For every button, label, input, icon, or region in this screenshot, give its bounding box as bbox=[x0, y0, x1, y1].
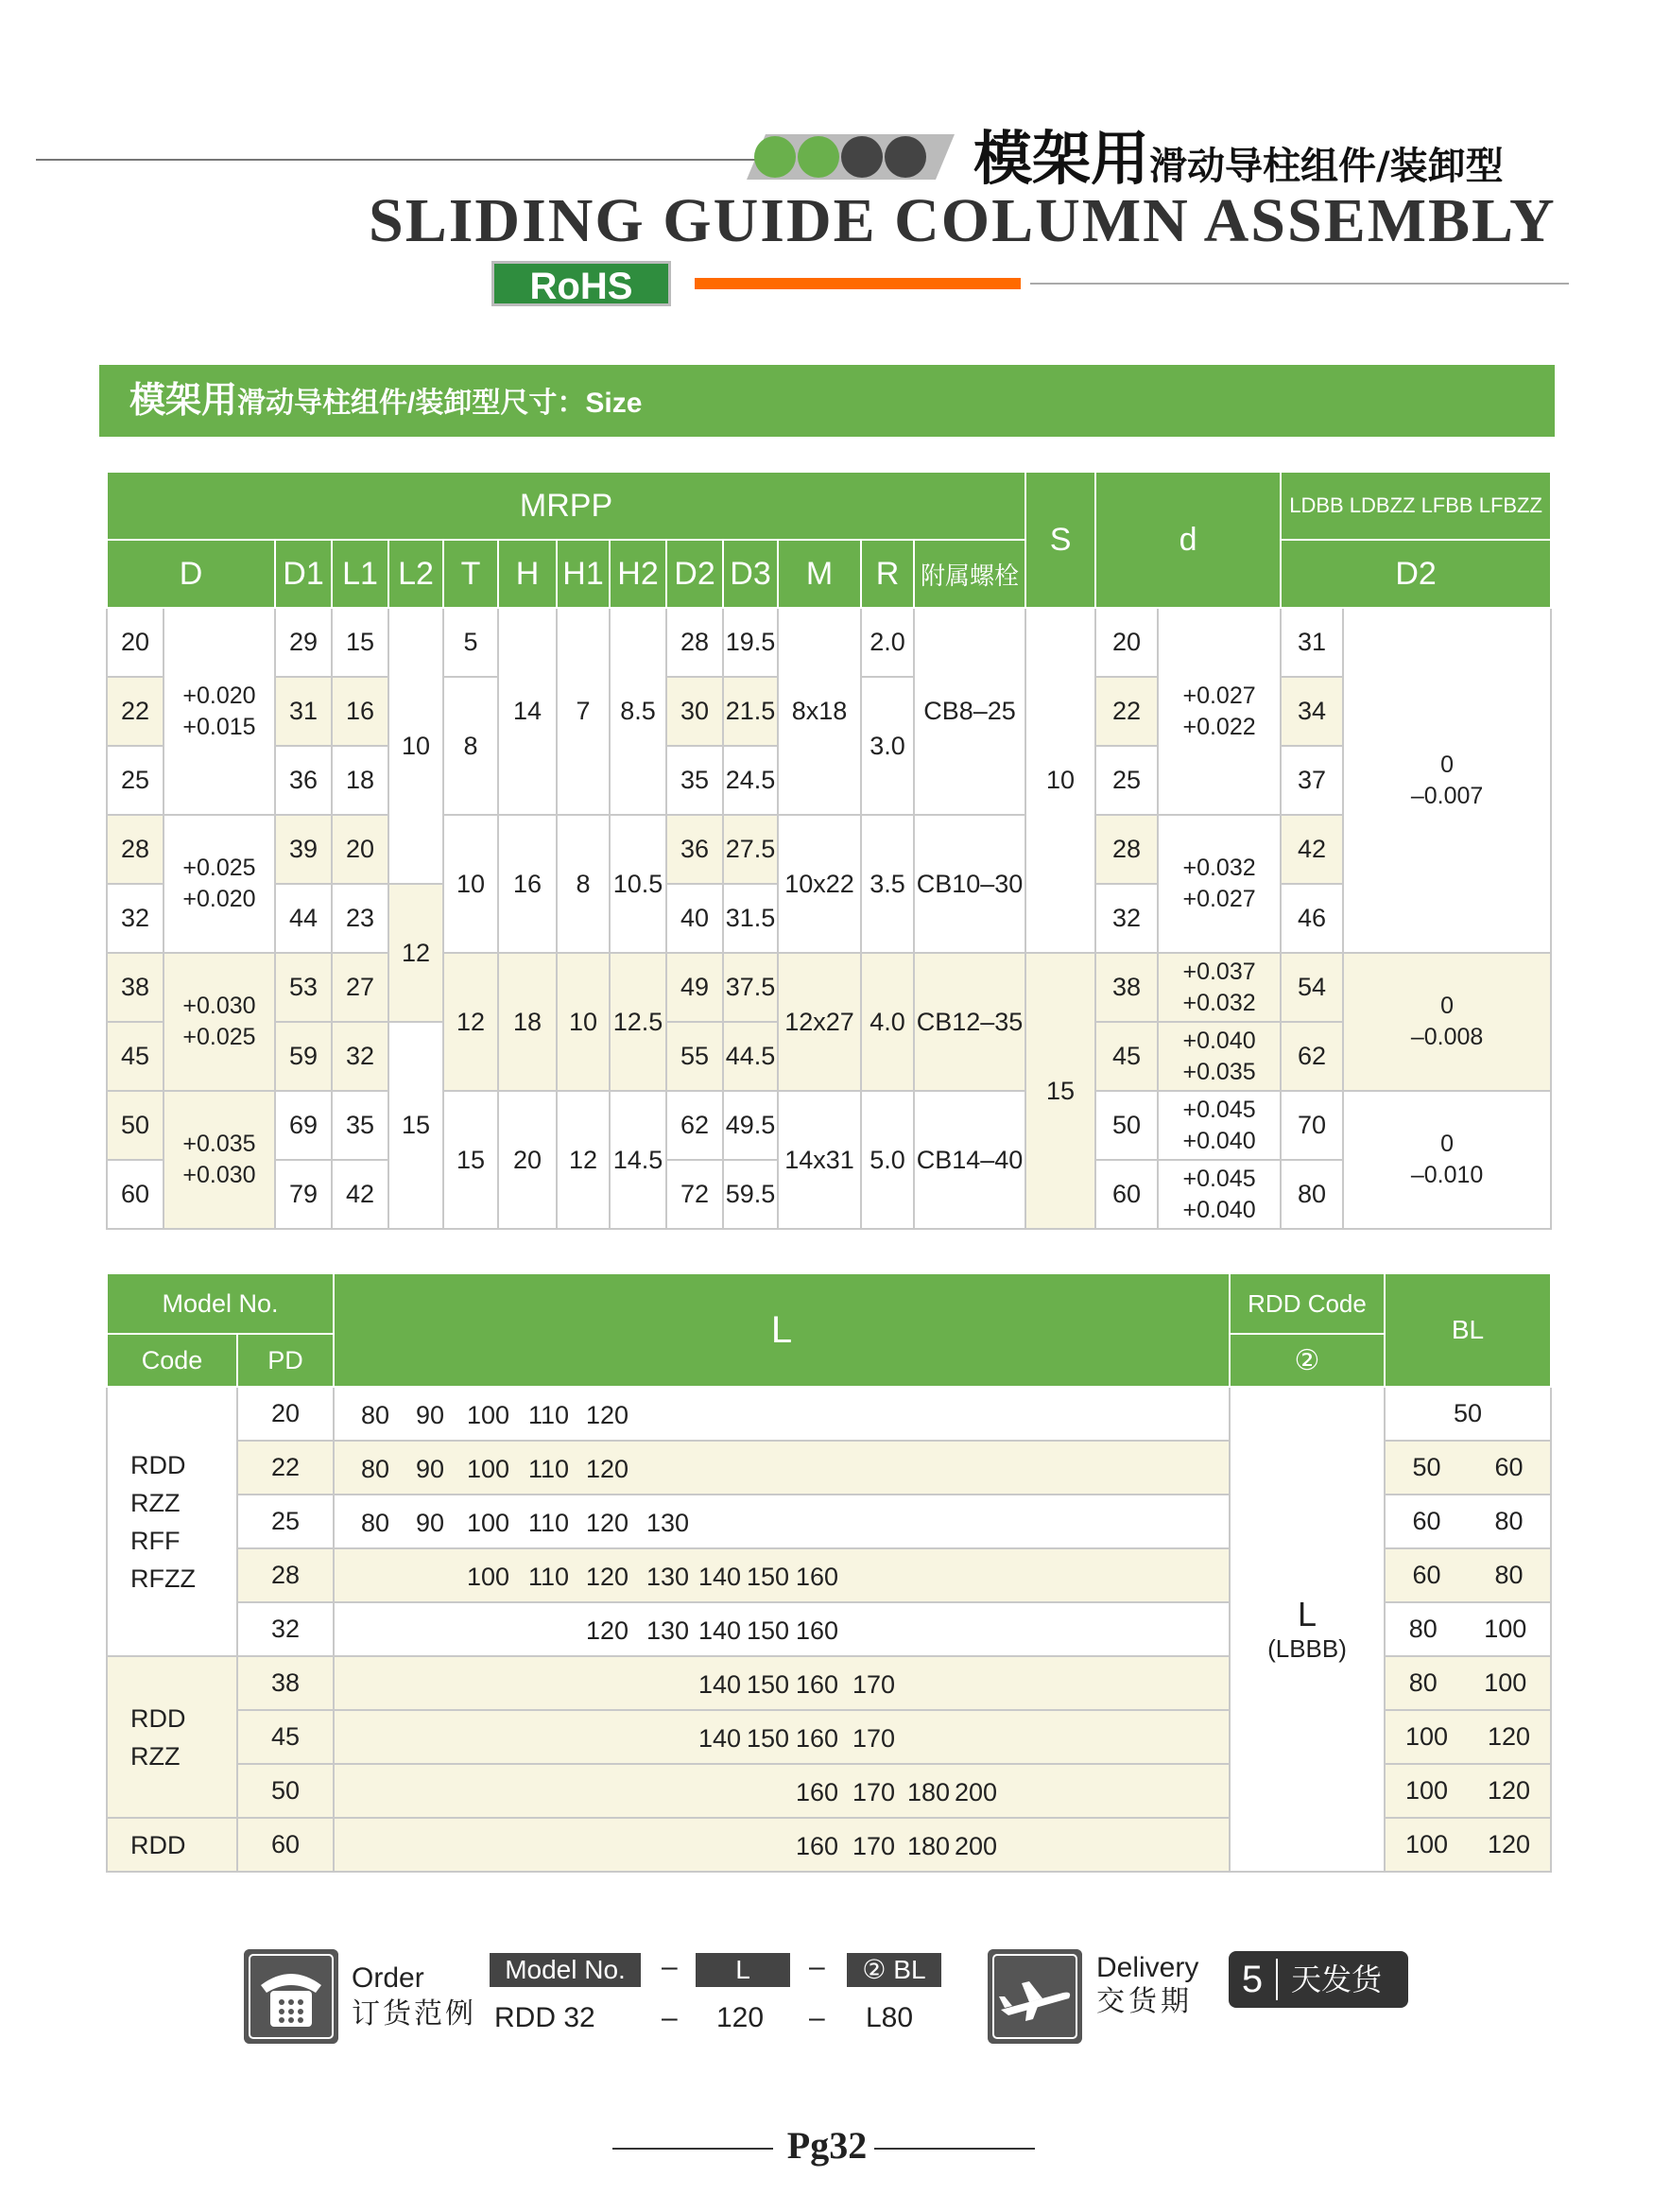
header-r: R bbox=[861, 540, 914, 608]
cell: 40 bbox=[666, 884, 723, 953]
cell: 3.0 bbox=[861, 677, 914, 815]
header-h2: H2 bbox=[610, 540, 666, 608]
bl-cell bbox=[1385, 1548, 1551, 1602]
l-values-cell bbox=[334, 1710, 1230, 1764]
l-value: 140 bbox=[698, 1563, 742, 1591]
bl-value: 120 bbox=[1487, 1830, 1531, 1858]
cell: 59.5 bbox=[723, 1160, 778, 1229]
cell: +0.045 +0.040 bbox=[1158, 1160, 1281, 1229]
l-value: 100 bbox=[467, 1401, 510, 1429]
l-value: 80 bbox=[361, 1509, 390, 1537]
cell: 27 bbox=[332, 953, 388, 1022]
cell: 72 bbox=[666, 1160, 723, 1229]
l-value: 200 bbox=[955, 1778, 998, 1806]
l-value: 130 bbox=[646, 1616, 690, 1645]
cell: 36 bbox=[666, 815, 723, 884]
cell: 49.5 bbox=[723, 1091, 778, 1160]
cell: 10 bbox=[1025, 608, 1095, 953]
l-values-cell bbox=[334, 1387, 1230, 1441]
cell: 62 bbox=[666, 1091, 723, 1160]
bl-cell bbox=[1385, 1602, 1551, 1656]
pd-cell: 38 bbox=[237, 1656, 334, 1710]
cell: 60 bbox=[107, 1160, 164, 1229]
l-value: 120 bbox=[586, 1401, 629, 1429]
header-l2: L2 bbox=[388, 540, 443, 608]
code-label: RZZ bbox=[130, 1488, 181, 1517]
cell: 20 bbox=[1095, 608, 1158, 677]
cell: 7 bbox=[557, 608, 610, 815]
header-BL: BL bbox=[1385, 1273, 1551, 1387]
l-value: 150 bbox=[747, 1563, 790, 1591]
days-number: 5 bbox=[1229, 1959, 1278, 2000]
l-value: 100 bbox=[467, 1563, 510, 1591]
l-value: 180 bbox=[907, 1778, 951, 1806]
l-value: 170 bbox=[852, 1778, 896, 1806]
code-cell bbox=[107, 1656, 237, 1818]
grey-rule bbox=[1030, 283, 1569, 285]
l-value: 80 bbox=[361, 1401, 390, 1429]
l-value: 80 bbox=[361, 1455, 390, 1483]
cell: 29 bbox=[275, 608, 332, 677]
bl-cell bbox=[1385, 1710, 1551, 1764]
cell: 24.5 bbox=[723, 746, 778, 815]
cell: 12 bbox=[388, 884, 443, 1022]
header-code: Code bbox=[107, 1334, 237, 1387]
bl-value: 80 bbox=[1408, 1615, 1438, 1643]
cell: 8 bbox=[557, 815, 610, 953]
pd-cell: 22 bbox=[237, 1441, 334, 1495]
dash: – bbox=[809, 1951, 825, 1982]
cell: 25 bbox=[1095, 746, 1158, 815]
header-mrpp: MRPP bbox=[107, 472, 1025, 540]
cell: 62 bbox=[1281, 1022, 1343, 1091]
pd-cell: 50 bbox=[237, 1764, 334, 1818]
cell: 10 bbox=[388, 608, 443, 884]
phone-icon bbox=[244, 1949, 338, 2044]
bl-value: 100 bbox=[1484, 1615, 1527, 1643]
cell: 32 bbox=[1095, 884, 1158, 953]
example-bl: L80 bbox=[866, 2002, 914, 2033]
cell: +0.030 +0.025 bbox=[164, 953, 275, 1091]
cell: 53 bbox=[275, 953, 332, 1022]
pd-cell: 32 bbox=[237, 1602, 334, 1656]
cell: 5 bbox=[443, 608, 498, 677]
l-values-cell bbox=[334, 1602, 1230, 1656]
bl-cell bbox=[1385, 1495, 1551, 1548]
header-bolt: 附属螺栓 bbox=[914, 540, 1025, 608]
cell: 14x31 bbox=[778, 1091, 861, 1229]
header-dots-icon bbox=[737, 130, 955, 180]
header-rule bbox=[36, 159, 792, 161]
l-value: 130 bbox=[646, 1509, 690, 1537]
header-model-no: Model No. bbox=[107, 1273, 334, 1334]
code-label: RFF bbox=[130, 1526, 181, 1555]
cell: 0 –0.007 bbox=[1343, 608, 1551, 953]
example-model: RDD 32 bbox=[494, 2002, 595, 2033]
cell: 18 bbox=[332, 746, 388, 815]
cell: 31.5 bbox=[723, 884, 778, 953]
code-label: RFZZ bbox=[130, 1564, 196, 1593]
l-value: 150 bbox=[747, 1616, 790, 1645]
header-d3: D3 bbox=[723, 540, 778, 608]
code-label: RDD bbox=[130, 1703, 186, 1733]
rdd-code-sub: (LBBB) bbox=[1267, 1634, 1347, 1663]
code-cell bbox=[107, 1387, 237, 1656]
delivery-days-badge bbox=[1229, 1951, 1408, 2008]
l-value: 160 bbox=[796, 1778, 839, 1806]
cell: CB10–30 bbox=[914, 815, 1025, 953]
rohs-badge: RoHS bbox=[491, 261, 671, 306]
cell: 60 bbox=[1095, 1160, 1158, 1229]
bl-value: 80 bbox=[1494, 1507, 1524, 1535]
l-value: 200 bbox=[955, 1832, 998, 1860]
cell: 2.0 bbox=[861, 608, 914, 677]
cell: 44 bbox=[275, 884, 332, 953]
cell: 10.5 bbox=[610, 815, 666, 953]
cell: 20 bbox=[107, 608, 164, 677]
header-ldbb: LDBB LDBZZ LFBB LFBZZ bbox=[1281, 472, 1551, 540]
l-value: 110 bbox=[528, 1401, 570, 1429]
header-rdd-code: RDD Code bbox=[1230, 1273, 1385, 1334]
cell: 23 bbox=[332, 884, 388, 953]
cell: 14.5 bbox=[610, 1091, 666, 1229]
dash: – bbox=[662, 2002, 678, 2033]
l-value: 90 bbox=[416, 1455, 445, 1483]
cell: 12x27 bbox=[778, 953, 861, 1091]
header-d-small: d bbox=[1095, 472, 1281, 608]
title-en: SLIDING GUIDE COLUMN ASSEMBLY bbox=[369, 186, 1557, 255]
cell: 8 bbox=[443, 677, 498, 815]
cell: 4.0 bbox=[861, 953, 914, 1091]
l-value: 140 bbox=[698, 1670, 742, 1699]
l-value: 180 bbox=[907, 1832, 951, 1860]
header-t: T bbox=[443, 540, 498, 608]
l-value: 120 bbox=[586, 1616, 629, 1645]
header-circle2: ② bbox=[1230, 1334, 1385, 1387]
dash: – bbox=[809, 2002, 825, 2033]
l-values-cell bbox=[334, 1548, 1230, 1602]
cell: 15 bbox=[443, 1091, 498, 1229]
cell: 39 bbox=[275, 815, 332, 884]
cell: 20 bbox=[332, 815, 388, 884]
cell: 59 bbox=[275, 1022, 332, 1091]
cell: +0.032 +0.027 bbox=[1158, 815, 1281, 953]
cell: 50 bbox=[107, 1091, 164, 1160]
l-value: 110 bbox=[528, 1509, 570, 1537]
cell: 79 bbox=[275, 1160, 332, 1229]
cell: 69 bbox=[275, 1091, 332, 1160]
l-values-cell bbox=[334, 1441, 1230, 1495]
cell: 0 –0.010 bbox=[1343, 1091, 1551, 1229]
cell: 22 bbox=[1095, 677, 1158, 746]
cell: 31 bbox=[275, 677, 332, 746]
code-label: RZZ bbox=[130, 1741, 181, 1771]
cell: 70 bbox=[1281, 1091, 1343, 1160]
cell: 3.5 bbox=[861, 815, 914, 953]
pd-cell: 28 bbox=[237, 1548, 334, 1602]
l-value: 170 bbox=[852, 1724, 896, 1753]
bl-value: 100 bbox=[1404, 1722, 1449, 1751]
cell: +0.020 +0.015 bbox=[164, 608, 275, 815]
cell: 35 bbox=[666, 746, 723, 815]
l-values-cell bbox=[334, 1495, 1230, 1548]
l-value: 160 bbox=[796, 1724, 839, 1753]
cell: +0.027 +0.022 bbox=[1158, 608, 1281, 815]
dash: – bbox=[662, 1951, 678, 1982]
l-value: 120 bbox=[586, 1455, 629, 1483]
delivery-label: Delivery 交货期 bbox=[1096, 1952, 1199, 2017]
l-values-cell bbox=[334, 1764, 1230, 1818]
header-d2b: D2 bbox=[1281, 540, 1551, 608]
cell: 50 bbox=[1095, 1091, 1158, 1160]
header-s: S bbox=[1025, 472, 1095, 608]
cell: 15 bbox=[388, 1022, 443, 1229]
page-rule-right bbox=[874, 2148, 1035, 2150]
l-value: 140 bbox=[698, 1616, 742, 1645]
cell: +0.045 +0.040 bbox=[1158, 1091, 1281, 1160]
cell: +0.035 +0.030 bbox=[164, 1091, 275, 1229]
cell: 34 bbox=[1281, 677, 1343, 746]
header-L: L bbox=[334, 1273, 1230, 1387]
cell: 10 bbox=[443, 815, 498, 953]
rdd-code-value: L bbox=[1297, 1595, 1317, 1633]
bl-value: 60 bbox=[1412, 1561, 1441, 1589]
bl-value: 100 bbox=[1484, 1668, 1527, 1697]
l-value: 90 bbox=[416, 1509, 445, 1537]
code-cell bbox=[107, 1818, 237, 1872]
cell: +0.037 +0.032 bbox=[1158, 953, 1281, 1022]
cell: +0.040 +0.035 bbox=[1158, 1022, 1281, 1091]
l-value: 120 bbox=[586, 1563, 629, 1591]
header-h1: H1 bbox=[557, 540, 610, 608]
bl-value: 120 bbox=[1487, 1722, 1531, 1751]
cell: 16 bbox=[498, 815, 557, 953]
code-label: RDD bbox=[130, 1450, 186, 1479]
bl-value: 60 bbox=[1494, 1453, 1524, 1481]
cell: 12.5 bbox=[610, 953, 666, 1091]
l-value: 120 bbox=[586, 1509, 629, 1537]
cell: 35 bbox=[332, 1091, 388, 1160]
bl-cell bbox=[1385, 1656, 1551, 1710]
l-values-cell bbox=[334, 1656, 1230, 1710]
header-pd: PD bbox=[237, 1334, 334, 1387]
cell: 42 bbox=[1281, 815, 1343, 884]
cell: 37.5 bbox=[723, 953, 778, 1022]
cell: 21.5 bbox=[723, 677, 778, 746]
cell: 42 bbox=[332, 1160, 388, 1229]
cell: 22 bbox=[107, 677, 164, 746]
bl-value: 50 bbox=[1412, 1453, 1441, 1481]
cell: 49 bbox=[666, 953, 723, 1022]
header-m: M bbox=[778, 540, 861, 608]
l-values-cell bbox=[334, 1818, 1230, 1872]
cell: 10 bbox=[557, 953, 610, 1091]
L-pill: L bbox=[696, 1953, 790, 1987]
l-value: 150 bbox=[747, 1670, 790, 1699]
cell: 54 bbox=[1281, 953, 1343, 1022]
l-value: 140 bbox=[698, 1724, 742, 1753]
days-text: 天发货 bbox=[1291, 1962, 1383, 1996]
page-number: Pg32 bbox=[786, 2124, 868, 2167]
cell: CB8–25 bbox=[914, 608, 1025, 815]
cell: 15 bbox=[1025, 953, 1095, 1229]
cell: 38 bbox=[1095, 953, 1158, 1022]
cell: CB14–40 bbox=[914, 1091, 1025, 1229]
l-value: 110 bbox=[528, 1455, 570, 1483]
cell: 8.5 bbox=[610, 608, 666, 815]
l-value: 130 bbox=[646, 1563, 690, 1591]
l-value: 90 bbox=[416, 1401, 445, 1429]
cell: 18 bbox=[498, 953, 557, 1091]
cell: 28 bbox=[666, 608, 723, 677]
cell: 30 bbox=[666, 677, 723, 746]
title-cn: 模架用滑动导柱组件/装卸型 bbox=[973, 124, 1504, 193]
bl-value: 80 bbox=[1494, 1561, 1524, 1589]
cell: 5.0 bbox=[861, 1091, 914, 1229]
cell: 10x22 bbox=[778, 815, 861, 953]
l-value: 170 bbox=[852, 1670, 896, 1699]
cell: 36 bbox=[275, 746, 332, 815]
pd-cell: 25 bbox=[237, 1495, 334, 1548]
cell: 32 bbox=[332, 1022, 388, 1091]
cell: 15 bbox=[332, 608, 388, 677]
pd-cell: 45 bbox=[237, 1710, 334, 1764]
bl-cell bbox=[1385, 1764, 1551, 1818]
cell: 55 bbox=[666, 1022, 723, 1091]
cell: 32 bbox=[107, 884, 164, 953]
section-banner: 模架用滑动导柱组件/装卸型尺寸：Size bbox=[99, 365, 1555, 437]
bl-value: 50 bbox=[1453, 1399, 1483, 1427]
bl-value: 60 bbox=[1412, 1507, 1441, 1535]
bl-cell bbox=[1385, 1818, 1551, 1872]
cell: 46 bbox=[1281, 884, 1343, 953]
header-d: D bbox=[107, 540, 275, 608]
l-value: 150 bbox=[747, 1724, 790, 1753]
cell: 8x18 bbox=[778, 608, 861, 815]
pd-cell: 60 bbox=[237, 1818, 334, 1872]
model-no-pill: Model No. bbox=[490, 1953, 641, 1987]
cell: 20 bbox=[498, 1091, 557, 1229]
cell: 16 bbox=[332, 677, 388, 746]
bl-value: 120 bbox=[1487, 1776, 1531, 1805]
header-d2: D2 bbox=[666, 540, 723, 608]
cell: 31 bbox=[1281, 608, 1343, 677]
cell: 19.5 bbox=[723, 608, 778, 677]
cell: 25 bbox=[107, 746, 164, 815]
cell: 44.5 bbox=[723, 1022, 778, 1091]
cell: 38 bbox=[107, 953, 164, 1022]
l-value: 110 bbox=[528, 1563, 570, 1591]
bl-value: 100 bbox=[1404, 1830, 1449, 1858]
cell: CB12–35 bbox=[914, 953, 1025, 1091]
cell: 14 bbox=[498, 608, 557, 815]
rdd-code-cell bbox=[1230, 1387, 1385, 1872]
cell: 28 bbox=[107, 815, 164, 884]
header-h: H bbox=[498, 540, 557, 608]
l-value: 160 bbox=[796, 1832, 839, 1860]
example-L: 120 bbox=[716, 2002, 765, 2033]
l-value: 100 bbox=[467, 1455, 510, 1483]
order-label: Order 订货范例 bbox=[352, 1962, 476, 2030]
l-value: 160 bbox=[796, 1670, 839, 1699]
code-label: RDD bbox=[130, 1830, 186, 1859]
orange-accent-bar bbox=[695, 278, 1021, 289]
airplane-icon bbox=[988, 1949, 1082, 2044]
bl-cell bbox=[1385, 1441, 1551, 1495]
model-table bbox=[106, 1272, 1552, 1873]
cell: 80 bbox=[1281, 1160, 1343, 1229]
cell: 28 bbox=[1095, 815, 1158, 884]
cell: 0 –0.008 bbox=[1343, 953, 1551, 1091]
bl-value: 80 bbox=[1408, 1668, 1438, 1697]
cell: +0.025 +0.020 bbox=[164, 815, 275, 953]
cell: 12 bbox=[557, 1091, 610, 1229]
bl-value: 100 bbox=[1404, 1776, 1449, 1805]
pd-cell: 20 bbox=[237, 1387, 334, 1441]
cell: 45 bbox=[107, 1022, 164, 1091]
l-value: 160 bbox=[796, 1563, 839, 1591]
bl-pill: ② BL bbox=[847, 1953, 941, 1987]
cell: 27.5 bbox=[723, 815, 778, 884]
l-value: 100 bbox=[467, 1509, 510, 1537]
header-d1: D1 bbox=[275, 540, 332, 608]
l-value: 160 bbox=[796, 1616, 839, 1645]
cell: 37 bbox=[1281, 746, 1343, 815]
cell: 45 bbox=[1095, 1022, 1158, 1091]
bl-cell bbox=[1385, 1387, 1551, 1441]
header-l1: L1 bbox=[332, 540, 388, 608]
cell: 12 bbox=[443, 953, 498, 1091]
l-value: 170 bbox=[852, 1832, 896, 1860]
size-table bbox=[106, 471, 1552, 1230]
